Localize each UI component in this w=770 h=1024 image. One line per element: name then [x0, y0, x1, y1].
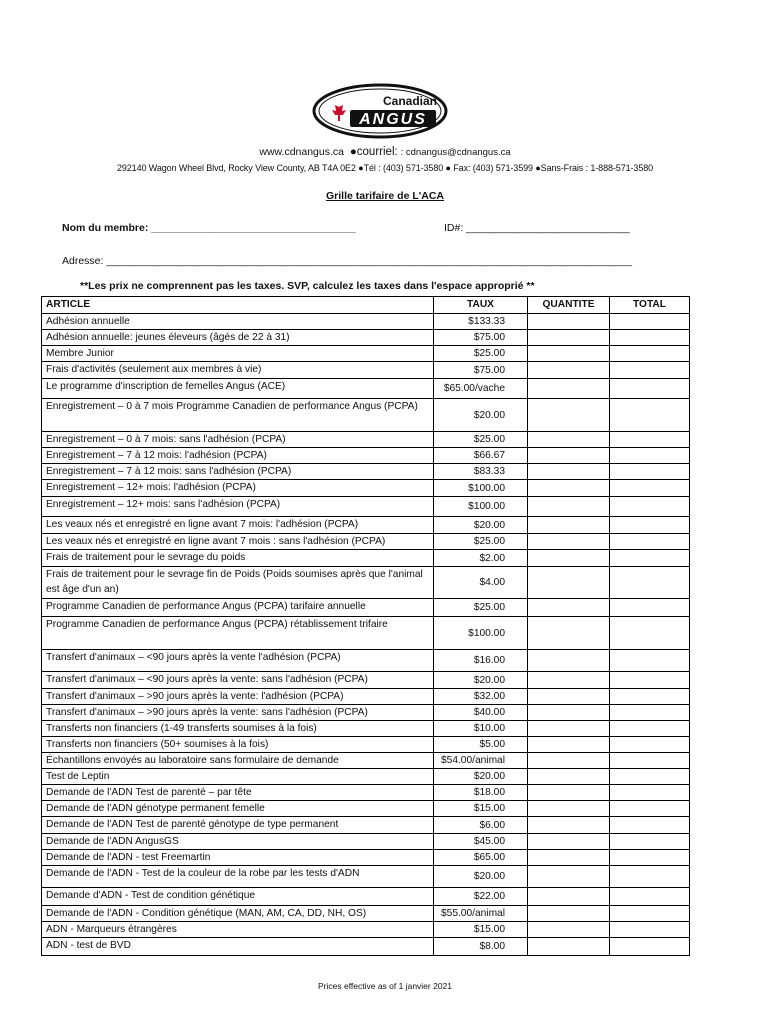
quantity-column-header: QUANTITE: [528, 297, 610, 314]
total-cell[interactable]: [610, 464, 690, 480]
total-cell[interactable]: [610, 448, 690, 464]
article-cell: Test de Leptin: [42, 769, 434, 785]
total-cell[interactable]: [610, 705, 690, 721]
article-cell: Enregistrement – 7 à 12 mois: sans l'adhésion (PCPA): [42, 464, 434, 480]
table-row: [42, 534, 690, 550]
quantity-cell[interactable]: [528, 362, 610, 379]
table-row: [42, 464, 690, 480]
quantity-cell[interactable]: [528, 834, 610, 850]
total-cell[interactable]: [610, 866, 690, 888]
total-cell[interactable]: [610, 432, 690, 448]
quantity-cell[interactable]: [528, 689, 610, 705]
rate-cell: $16.00: [434, 650, 528, 672]
table-row: [42, 817, 690, 834]
email-label: ●courriel:: [349, 146, 398, 158]
total-cell[interactable]: [610, 379, 690, 399]
table-row: [42, 346, 690, 362]
quantity-cell[interactable]: [528, 314, 610, 330]
table-row: [42, 721, 690, 737]
rate-cell: $25.00: [434, 346, 528, 362]
total-cell[interactable]: [610, 785, 690, 801]
table-row: [42, 432, 690, 448]
total-cell[interactable]: [610, 399, 690, 432]
address-field[interactable]: Adresse: __________________________________________________________________________________________: [62, 255, 632, 267]
total-cell[interactable]: [610, 801, 690, 817]
table-row: [42, 866, 690, 888]
article-cell: Frais d'activités (seulement aux membres à vie): [42, 362, 434, 379]
rate-cell: $2.00: [434, 550, 528, 567]
svg-text:ANGUS: ANGUS: [359, 111, 427, 128]
total-cell[interactable]: [610, 330, 690, 346]
quantity-cell[interactable]: [528, 567, 610, 599]
total-cell[interactable]: [610, 599, 690, 617]
total-cell[interactable]: [610, 617, 690, 650]
total-cell[interactable]: [610, 769, 690, 785]
contact-line: [0, 146, 770, 158]
rate-cell: $20.00: [434, 769, 528, 785]
rate-cell: $15.00: [434, 922, 528, 938]
article-cell: Membre Junior: [42, 346, 434, 362]
table-row: [42, 769, 690, 785]
page-title: Grille tarifaire de L'ACA: [325, 190, 445, 202]
table-row: [42, 497, 690, 517]
rate-cell: $133.33: [434, 314, 528, 330]
total-column-header: TOTAL: [610, 297, 690, 314]
quantity-cell[interactable]: [528, 550, 610, 567]
article-cell: Transfert d'animaux – <90 jours après la vente l'adhésion (PCPA): [42, 650, 434, 672]
quantity-cell[interactable]: [528, 721, 610, 737]
quantity-cell[interactable]: [528, 705, 610, 721]
rate-cell: $65.00: [434, 850, 528, 866]
total-cell[interactable]: [610, 906, 690, 922]
table-row: [42, 834, 690, 850]
quantity-cell[interactable]: [528, 817, 610, 834]
total-cell[interactable]: [610, 922, 690, 938]
article-cell: Adhésion annuelle: jeunes éleveurs (âgés de 22 à 31): [42, 330, 434, 346]
article-cell: Enregistrement – 12+ mois: sans l'adhésion (PCPA): [42, 497, 434, 517]
tax-notice: **Les prix ne comprennent pas les taxes. SVP, calculez les taxes dans l'espace approprié **: [80, 280, 535, 292]
quantity-cell[interactable]: [528, 785, 610, 801]
total-cell[interactable]: [610, 721, 690, 737]
table-row: [42, 801, 690, 817]
table-row: [42, 850, 690, 866]
quantity-cell[interactable]: [528, 464, 610, 480]
total-cell[interactable]: [610, 834, 690, 850]
quantity-cell[interactable]: [528, 672, 610, 689]
article-column-header: ARTICLE: [42, 297, 434, 314]
table-row: [42, 599, 690, 617]
article-cell: Transfert d'animaux – <90 jours après la vente: sans l'adhésion (PCPA): [42, 672, 434, 689]
rate-cell: $83.33: [434, 464, 528, 480]
article-cell: ADN - Marqueurs étrangères: [42, 922, 434, 938]
table-row: [42, 737, 690, 753]
article-cell: Demande de l'ADN - test Freemartin: [42, 850, 434, 866]
footer-note: Prices effective as of 1 janvier 2021: [317, 981, 453, 991]
article-cell: Demande de l'ADN - Test de la couleur de la robe par les tests d'ADN: [42, 866, 434, 888]
fee-table: [41, 296, 690, 956]
rate-cell: $65.00/vache: [434, 379, 528, 399]
quantity-cell[interactable]: [528, 737, 610, 753]
quantity-cell[interactable]: [528, 850, 610, 866]
quantity-cell[interactable]: [528, 346, 610, 362]
rate-cell: $10.00: [434, 721, 528, 737]
table-row: [42, 314, 690, 330]
rate-cell: $75.00: [434, 362, 528, 379]
total-cell[interactable]: [610, 938, 690, 956]
article-cell: Enregistrement – 12+ mois: l'adhésion (PCPA): [42, 480, 434, 497]
rate-cell: $4.00: [434, 567, 528, 599]
table-row: [42, 362, 690, 379]
rate-cell: $20.00: [434, 866, 528, 888]
total-cell[interactable]: [610, 689, 690, 705]
table-row: [42, 785, 690, 801]
rate-cell: $20.00: [434, 399, 528, 432]
quantity-cell[interactable]: [528, 906, 610, 922]
email-link[interactable]: : cdnangus@cdnangus.ca: [400, 147, 511, 158]
rate-cell: $100.00: [434, 480, 528, 497]
member-id-field[interactable]: ID#: ____________________________: [444, 222, 630, 234]
quantity-cell[interactable]: [528, 753, 610, 769]
total-cell[interactable]: [610, 517, 690, 534]
total-cell[interactable]: [610, 480, 690, 497]
quantity-cell[interactable]: [528, 399, 610, 432]
table-row: [42, 888, 690, 906]
article-cell: Le programme d'inscription de femelles Angus (ACE): [42, 379, 434, 399]
rate-cell: $6.00: [434, 817, 528, 834]
table-row: [42, 617, 690, 650]
article-cell: Demande d'ADN - Test de condition génétique: [42, 888, 434, 906]
article-cell: Adhésion annuelle: [42, 314, 434, 330]
table-row: [42, 753, 690, 769]
table-row: [42, 448, 690, 464]
article-cell: Enregistrement – 0 à 7 mois: sans l'adhésion (PCPA): [42, 432, 434, 448]
quantity-cell[interactable]: [528, 534, 610, 550]
table-row: [42, 550, 690, 567]
article-cell: Demande de l'ADN Test de parenté génotype de type permanent: [42, 817, 434, 834]
total-cell[interactable]: [610, 567, 690, 599]
quantity-cell[interactable]: [528, 480, 610, 497]
table-row: [42, 650, 690, 672]
total-cell[interactable]: [610, 362, 690, 379]
total-cell[interactable]: [610, 753, 690, 769]
total-cell[interactable]: [610, 497, 690, 517]
table-row: [42, 379, 690, 399]
table-row: [42, 567, 690, 599]
article-cell: Les veaux nés et enregistré en ligne avant 7 mois : sans l'adhésion (PCPA): [42, 534, 434, 550]
canadian-angus-logo: [312, 83, 448, 139]
quantity-cell[interactable]: [528, 938, 610, 956]
member-name-field[interactable]: Nom du membre: ___________________________________: [62, 222, 356, 234]
total-cell[interactable]: [610, 314, 690, 330]
article-cell: Programme Canadien de performance Angus (PCPA) tarifaire annuelle: [42, 599, 434, 617]
quantity-cell[interactable]: [528, 888, 610, 906]
article-cell: Enregistrement – 7 à 12 mois: l'adhésion (PCPA): [42, 448, 434, 464]
quantity-cell[interactable]: [528, 330, 610, 346]
quantity-cell[interactable]: [528, 379, 610, 399]
article-cell: Transferts non financiers (1-49 transferts soumises à la fois): [42, 721, 434, 737]
quantity-cell[interactable]: [528, 866, 610, 888]
table-row: [42, 330, 690, 346]
article-cell: Frais de traitement pour le sevrage du poids: [42, 550, 434, 567]
article-cell: Demande de l'ADN Test de parenté – par tête: [42, 785, 434, 801]
quantity-cell[interactable]: [528, 517, 610, 534]
quantity-cell[interactable]: [528, 432, 610, 448]
article-cell: Demande de l'ADN - Condition génétique (MAN, AM, CA, DD, NH, OS): [42, 906, 434, 922]
total-cell[interactable]: [610, 346, 690, 362]
table-row: [42, 517, 690, 534]
quantity-cell[interactable]: [528, 922, 610, 938]
fee-table-body: [42, 314, 690, 956]
article-cell: Transferts non financiers (50+ soumises à la fois): [42, 737, 434, 753]
table-row: [42, 938, 690, 956]
total-cell[interactable]: [610, 737, 690, 753]
rate-cell: $55.00/animal: [434, 906, 528, 922]
rate-cell: $100.00: [434, 617, 528, 650]
quantity-cell[interactable]: [528, 599, 610, 617]
quantity-cell[interactable]: [528, 617, 610, 650]
quantity-cell[interactable]: [528, 497, 610, 517]
article-cell: Frais de traitement pour le sevrage fin de Poids (Poids soumises après que l'animal est âge d'un an): [42, 567, 434, 599]
total-cell[interactable]: [610, 650, 690, 672]
rate-cell: $15.00: [434, 801, 528, 817]
table-row: [42, 906, 690, 922]
rate-cell: $20.00: [434, 517, 528, 534]
article-cell: Transfert d'animaux – >90 jours après la vente: l'adhésion (PCPA): [42, 689, 434, 705]
rate-cell: $18.00: [434, 785, 528, 801]
address-line: 292140 Wagon Wheel Blvd, Rocky View County, AB T4A 0E2 ●Tél : (403) 571-3580 ● Fax: (403) 571-3599 ●Sans-Frais : 1-888-571-3580: [116, 163, 654, 173]
svg-text:Canadian: Canadian: [382, 94, 438, 108]
article-cell: Les veaux nés et enregistré en ligne avant 7 mois: l'adhésion (PCPA): [42, 517, 434, 534]
rate-cell: $40.00: [434, 705, 528, 721]
rate-cell: $22.00: [434, 888, 528, 906]
article-cell: Transfert d'animaux – >90 jours après la vente: sans l'adhésion (PCPA): [42, 705, 434, 721]
article-cell: Échantillons envoyés au laboratoire sans formulaire de demande: [42, 753, 434, 769]
quantity-cell[interactable]: [528, 769, 610, 785]
rate-cell: $20.00: [434, 672, 528, 689]
table-row: [42, 705, 690, 721]
table-row: [42, 672, 690, 689]
rate-cell: $75.00: [434, 330, 528, 346]
quantity-cell[interactable]: [528, 801, 610, 817]
total-cell[interactable]: [610, 817, 690, 834]
table-row: [42, 399, 690, 432]
table-header-row: [42, 297, 690, 314]
rate-cell: $25.00: [434, 534, 528, 550]
article-cell: Enregistrement – 0 à 7 mois Programme Canadien de performance Angus (PCPA): [42, 399, 434, 432]
quantity-cell[interactable]: [528, 448, 610, 464]
table-row: [42, 922, 690, 938]
quantity-cell[interactable]: [528, 650, 610, 672]
total-cell[interactable]: [610, 888, 690, 906]
total-cell[interactable]: [610, 550, 690, 567]
total-cell[interactable]: [610, 850, 690, 866]
rate-cell: $100.00: [434, 497, 528, 517]
article-cell: Demande de l'ADN AngusGS: [42, 834, 434, 850]
article-cell: Demande de l'ADN génotype permanent femelle: [42, 801, 434, 817]
table-row: [42, 480, 690, 497]
rate-cell: $32.00: [434, 689, 528, 705]
article-cell: ADN - test de BVD: [42, 938, 434, 956]
rate-cell: $66.67: [434, 448, 528, 464]
total-cell[interactable]: [610, 672, 690, 689]
rate-column-header: TAUX: [434, 297, 528, 314]
rate-cell: $5.00: [434, 737, 528, 753]
rate-cell: $25.00: [434, 599, 528, 617]
rate-cell: $25.00: [434, 432, 528, 448]
rate-cell: $54.00/animal: [434, 753, 528, 769]
website-link[interactable]: www.cdnangus.ca: [259, 146, 344, 158]
rate-cell: $8.00: [434, 938, 528, 956]
rate-cell: $45.00: [434, 834, 528, 850]
total-cell[interactable]: [610, 534, 690, 550]
article-cell: Programme Canadien de performance Angus (PCPA) rétablissement trifaire: [42, 617, 434, 650]
table-row: [42, 689, 690, 705]
